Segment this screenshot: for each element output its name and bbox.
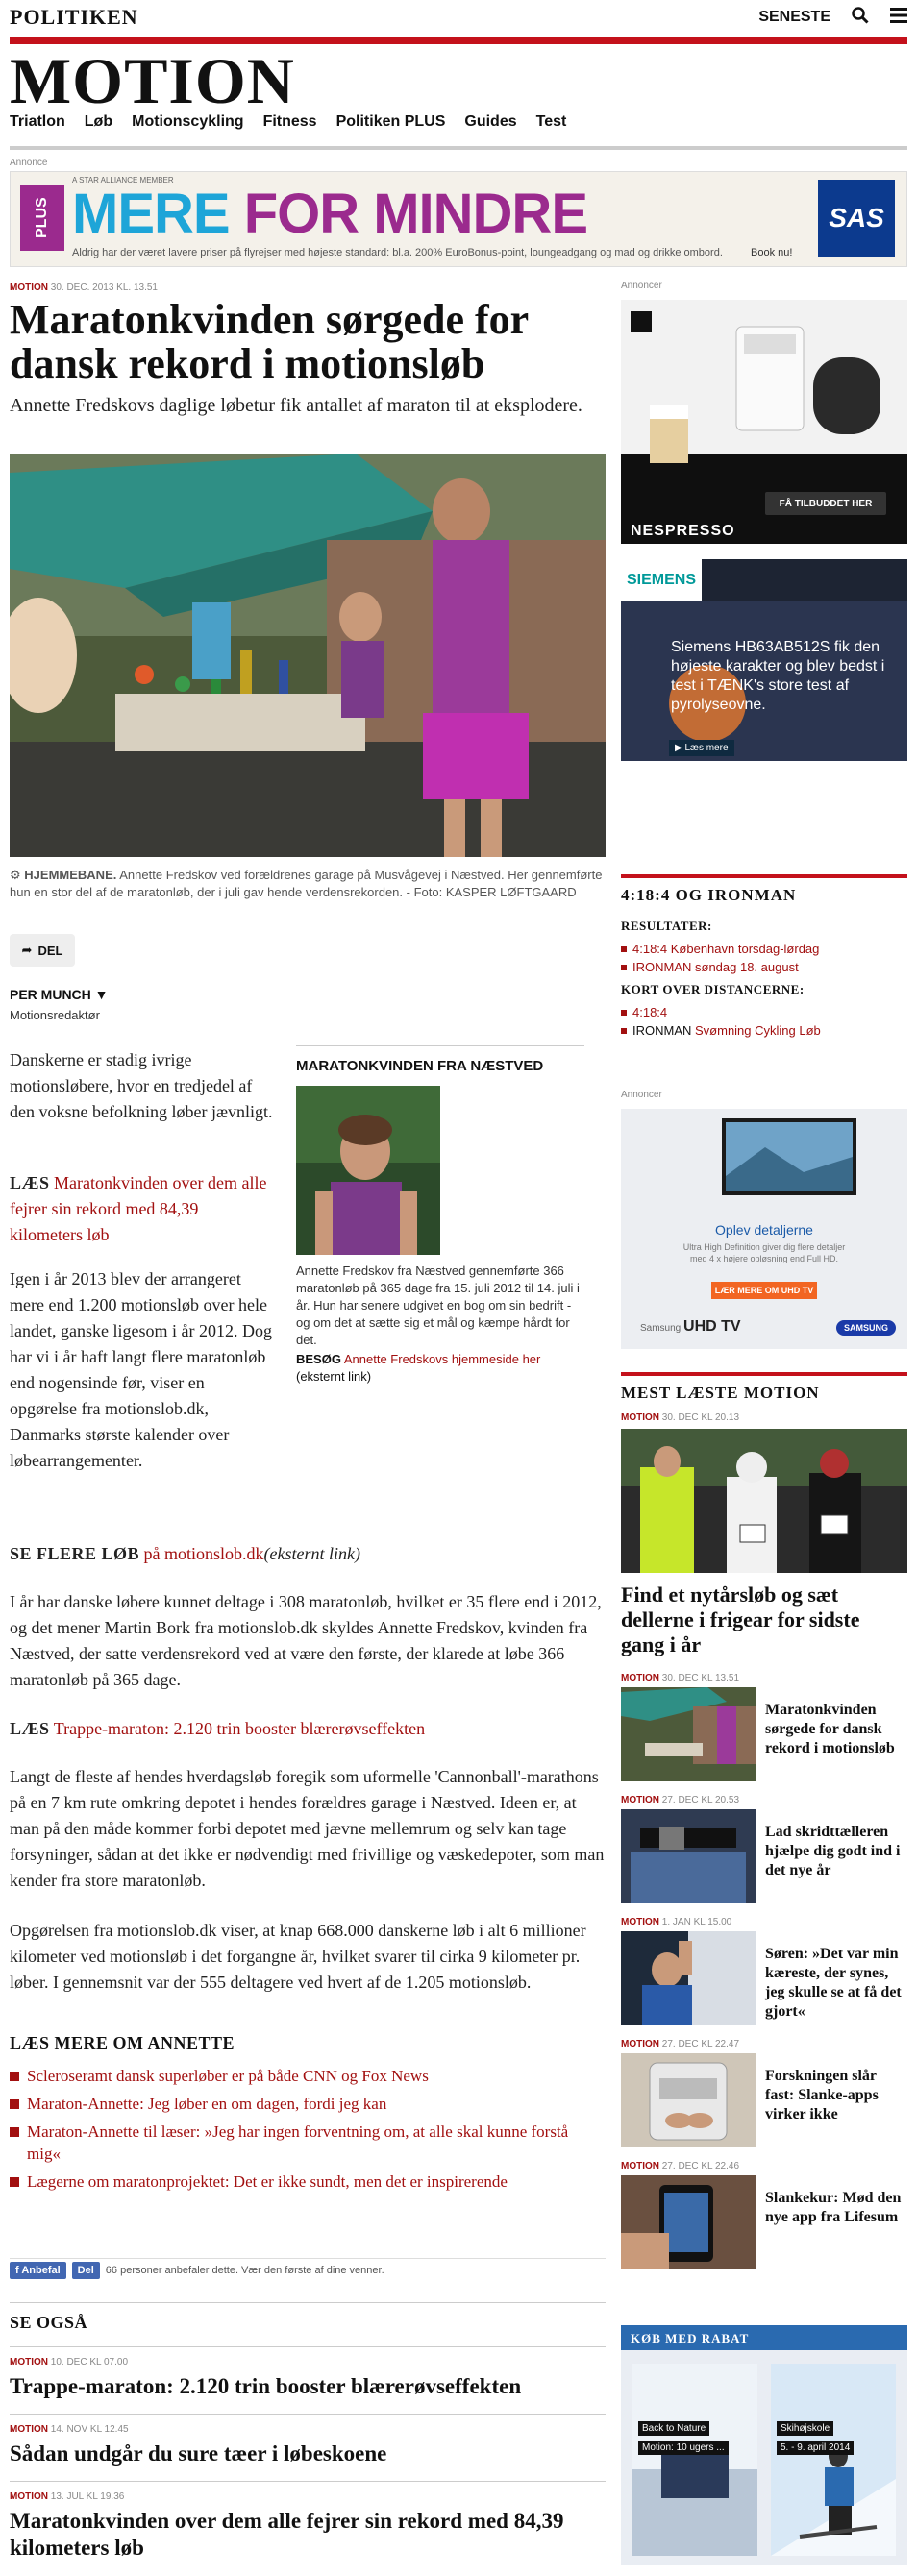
samsung-brand	[640, 1318, 741, 1336]
search-icon[interactable]	[852, 7, 869, 29]
results-label: RESULTATER:	[621, 919, 712, 933]
mr-date: 27. DEC KL 20.53	[661, 1795, 740, 1805]
social-count-text: 66 personer anbefaler dette. Vær den første af dine venner.	[105, 2264, 384, 2276]
nespresso-logo: NESPRESSO	[631, 523, 735, 539]
read-link[interactable]: Trappe-maraton: 2.120 trin booster blærerøvseffekten	[53, 1719, 426, 1738]
samsung-text: Ultra High Definition giver dig flere detaljer med 4 x højere opløsning end Full HD.	[682, 1242, 846, 1263]
top-bar	[10, 0, 907, 35]
read-label: LÆS	[10, 1719, 50, 1738]
sidebar-ad-label: Annoncer	[621, 281, 662, 291]
see-also-item[interactable]	[10, 2414, 606, 2467]
visit-link[interactable]: Annette Fredskovs hjemmeside her	[343, 1352, 541, 1366]
results-item[interactable]: IRONMAN søndag 18. august	[621, 958, 907, 976]
mr-title[interactable]: Forskningen slår fast: Slanke-apps virker ikke	[765, 2068, 879, 2122]
share-label: DEL	[37, 943, 63, 958]
shop-title: KØB MED RABAT	[621, 2325, 907, 2350]
map-item-links[interactable]: Svømning Cykling Løb	[695, 1023, 821, 1038]
map-label: KORT OVER DISTANCERNE:	[621, 982, 805, 996]
subnav-item[interactable]: Fitness	[262, 113, 317, 130]
article-lead: Annette Fredskovs daglige løbetur fik antallet af maraton til at eksplodere.	[10, 395, 582, 416]
shop-item[interactable]	[771, 2364, 896, 2556]
subnav-item[interactable]: Triatlon	[10, 113, 65, 130]
samsung-cta[interactable]: LÆR MERE OM UHD TV	[711, 1282, 817, 1299]
share-icon: ➦	[21, 943, 33, 957]
sidebar-ad-label-2: Annoncer	[621, 1090, 662, 1100]
banner-head-b: FOR MINDRE	[243, 183, 588, 245]
factbox-caption: Annette Fredskov fra Næstved gennemførte 366 maratonløb på 365 dage fra 15. juli 2012 til 14. juli i år. Hun har senere udgivet en bog om sin bedrift - og om det at sætte sig et mål og kæmpe hårdt for det.	[296, 1263, 580, 1347]
most-read-item[interactable]	[621, 1805, 907, 1903]
samsung-logo: SAMSUNG	[836, 1320, 896, 1336]
most-read	[621, 1372, 907, 2269]
menu-icon[interactable]	[890, 8, 907, 28]
mr-date: 1. JAN KL 15.00	[661, 1917, 732, 1927]
author-role: Motionsredaktør	[10, 1008, 100, 1022]
factbox-title: MARATONKVINDEN FRA NÆSTVED	[296, 1058, 544, 1074]
plus-badge: PLUS	[20, 185, 64, 251]
more-link[interactable]: på motionslob.dk	[143, 1544, 264, 1563]
facebook-icon: f	[15, 2264, 19, 2276]
subnav-item[interactable]: Motionscykling	[132, 113, 244, 130]
mr-thumb	[621, 2053, 756, 2147]
shop-text: 5. - 9. april 2014	[777, 2441, 854, 2455]
author-name[interactable]	[10, 987, 109, 1002]
samsung-brand-a: Samsung	[640, 1323, 682, 1334]
author-name-text: PER MUNCH	[10, 987, 91, 1002]
more-races-line	[10, 1541, 606, 1567]
siemens-cta-label: Læs mere	[684, 743, 729, 753]
shop-text: Motion: 10 ugers ...	[638, 2441, 729, 2455]
external-tag: (eksternt link)	[263, 1544, 361, 1563]
mr-title[interactable]: Lad skridttælleren hjælpe dig godt ind i det nye år	[765, 1824, 901, 1878]
brand-logo[interactable]: POLITIKEN	[10, 5, 138, 29]
read-label: LÆS	[10, 1173, 50, 1192]
share-button[interactable]	[10, 934, 75, 967]
mr-title[interactable]: Søren: »Det var min kæreste, der synes, jeg skulle se at få det gjort«	[765, 1946, 902, 2020]
shop-store: Skihøjskole	[777, 2421, 833, 2436]
shop-item[interactable]	[632, 2364, 757, 2556]
visit-external: (eksternt link)	[296, 1369, 372, 1384]
most-read-item[interactable]	[621, 2171, 907, 2269]
subnav-item[interactable]: Politiken PLUS	[335, 113, 446, 130]
shop-box	[621, 2325, 907, 2565]
ironman-title: 4:18:4 OG IRONMAN	[621, 874, 907, 905]
nespresso-ad[interactable]	[621, 300, 907, 544]
see-also-title: SE OGSÅ	[10, 2302, 606, 2333]
mr-thumb	[621, 1687, 756, 1781]
sa-date: 14. NOV KL 12.45	[50, 2424, 129, 2435]
mr-section: MOTION	[621, 1673, 659, 1683]
factbox-photo	[296, 1086, 440, 1255]
most-read-title: MEST LÆSTE MOTION	[621, 1372, 907, 1403]
sa-date: 13. JUL KL 19.36	[50, 2491, 125, 2502]
article-headline: Maratonkvinden sørgede for dansk rekord i motionsløb	[10, 296, 529, 387]
mr-section: MOTION	[621, 1412, 659, 1423]
sa-section: MOTION	[10, 2491, 48, 2502]
map-item	[621, 1021, 907, 1040]
banner-head-a: MERE	[72, 183, 244, 245]
facebook-recommend-button[interactable]	[10, 2262, 66, 2279]
sa-section: MOTION	[10, 2424, 48, 2435]
social-row	[10, 2258, 606, 2281]
readmore-list	[10, 2065, 606, 2193]
siemens-text: Siemens HB63AB512S fik den højeste karakter og blev bedst i test i TÆNK's store test af pyrolyseovne.	[671, 639, 885, 713]
samsung-title: Oplev detaljerne	[715, 1222, 813, 1238]
caption-label: HJEMMEBANE.	[24, 868, 117, 882]
shop-store: Back to Nature	[638, 2421, 709, 2436]
visit-label: BESØG	[296, 1352, 341, 1366]
body-paragraph: Igen i år 2013 blev der arrangeret mere end 1.200 motionsløb over hele landet, ganske ligesom i år 2012. Dog har vi i år haft langt flere maratonløb end nogensinde før, viser en opgørelse fra motionslob.dk, Danmarks største kalender over løbearrangementer.	[10, 1269, 272, 1470]
read-also-2	[10, 1716, 606, 1742]
mr-thumb	[621, 2175, 756, 2269]
sa-section: MOTION	[10, 2357, 48, 2367]
mr-top-photo[interactable]	[621, 1429, 907, 1573]
readmore-item[interactable]: Scleroseramt dansk superløber er på både CNN og Fox News	[10, 2065, 606, 2087]
see-also-item[interactable]	[10, 2346, 606, 2400]
readmore-title: LÆS MERE OM ANNETTE	[10, 2033, 235, 2052]
samsung-brand-b: UHD TV	[683, 1318, 741, 1335]
ironman-box	[621, 874, 907, 1040]
mr-top-title[interactable]: Find et nytårsløb og sæt dellerne i frigear for sidste gang i år	[621, 1582, 860, 1656]
sa-title[interactable]: Sådan undgår du sure tæer i løbeskoene	[10, 2441, 387, 2466]
mr-section: MOTION	[621, 2039, 659, 2049]
mr-title[interactable]: Slankekur: Mød den nye app fra Lifesum	[765, 2190, 902, 2225]
most-read-item[interactable]	[621, 1683, 907, 1781]
mr-section: MOTION	[621, 1917, 659, 1927]
article-date: 30. DEC. 2013 KL. 13.51	[50, 282, 158, 293]
nespresso-cta[interactable]: FÅ TILBUDDET HER	[765, 492, 886, 515]
sas-logo: SAS	[818, 180, 895, 257]
mr-date: 27. DEC KL 22.47	[661, 2039, 740, 2049]
article-hero-photo	[10, 454, 606, 857]
banner-small-text: Aldrig har der været lavere priser på flyrejser med højeste standard: bl.a. 200% EuroBonus-point, loungeadgang og mad og drikke ombord.	[72, 247, 723, 258]
mr-date: 30. DEC KL 13.51	[661, 1673, 740, 1683]
siemens-logo: SIEMENS	[621, 559, 702, 601]
camera-icon: ⚙	[10, 868, 21, 882]
caret-down-icon: ▼	[94, 987, 109, 1002]
samsung-ad[interactable]	[621, 1109, 907, 1349]
latest-link[interactable]: SENESTE	[758, 9, 830, 25]
readmore-box	[10, 2033, 606, 2198]
body-paragraph: Danskerne er stadig ivrige motionsløbere, hvor en tredjedel af den voksne befolkning løber jævnligt.	[10, 1050, 273, 1121]
subnav-item[interactable]: Guides	[464, 113, 517, 130]
subnav-item[interactable]: Løb	[84, 113, 113, 130]
more-label: SE FLERE LØB	[10, 1544, 140, 1563]
subnav-item[interactable]: Test	[535, 113, 567, 130]
body-paragraph: Opgørelsen fra motionslob.dk viser, at knap 668.000 danskerne løb i alt 6 millioner kilometer ved motionsløb i det forgangne år, hvilket svarer til cirka 9 kilometer pr. løber. I gennemsnit var der 555 deltagere ved hvert af de 1.205 motionsløb.	[10, 1921, 586, 1992]
body-paragraph: I år har danske løbere kunnet deltage i 308 maratonløb, hvilket er 35 flere end i 2012, og det mener Martin Bork fra motionslob.dk skyldes Annette Fredskov, kvinden fra Næstved, der satte verdensrekord ved at være den første, der klarede at løbe 366 maratonløb på 365 dage.	[10, 1592, 602, 1689]
mr-section: MOTION	[621, 2161, 659, 2171]
star-alliance-text: A STAR ALLIANCE MEMBER	[72, 176, 174, 184]
facebook-share-button[interactable]: Del	[72, 2262, 100, 2279]
body-paragraph: Langt de fleste af hendes hverdagsløb foregik som uformelle 'Cannonball'-marathons på en 7 km rute omkring depotet i hendes forældres garage i Næstved. Ideen er, at man på den måde kommer forbi depotet med jævne mellemrum og selv kan tage forsyninger, sådan at det ikke er nødvendigt med frivillige og væskedepoter, som man kender fra store maratonløb.	[10, 1767, 605, 1890]
read-also-1	[10, 1170, 274, 1248]
read-link[interactable]: Maratonkvinden over dem alle fejrer sin rekord med 84,39 kilometers løb	[10, 1173, 267, 1244]
readmore-item[interactable]: Maraton-Annette til læser: »Jeg har ingen forventning om, at alle skal kunne forstå mig«	[10, 2121, 606, 2165]
section-title[interactable]: MOTION	[10, 44, 295, 117]
ad-label: Annonce	[10, 158, 48, 168]
readmore-item[interactable]: Maraton-Annette: Jeg løber en om dagen, fordi jeg kan	[10, 2093, 606, 2115]
most-read-item[interactable]	[621, 2049, 907, 2147]
factbox	[296, 1045, 584, 1386]
article-section[interactable]: MOTION	[10, 282, 48, 293]
photo-caption	[10, 867, 606, 901]
factbox-visit	[296, 1351, 584, 1386]
mr-date: 27. DEC KL 22.46	[661, 2161, 740, 2171]
results-list	[621, 940, 907, 976]
top-nav	[758, 7, 907, 29]
sa-title[interactable]: Trappe-maraton: 2.120 trin booster blærerøvseffekten	[10, 2374, 522, 2398]
banner-headline	[72, 185, 587, 243]
map-list	[621, 1003, 907, 1040]
map-item-prefix: IRONMAN	[632, 1023, 695, 1038]
sa-date: 10. DEC KL 07.00	[50, 2357, 129, 2367]
most-read-item[interactable]	[621, 1927, 907, 2025]
sas-banner-ad[interactable]	[10, 171, 907, 267]
section-subnav	[10, 113, 566, 131]
caption-text: Annette Fredskov ved forældrenes garage på Musvågevej i Næstved. Her gennemførte hun en stor del af de maratonløb, der i juli gav hende verdensrekorden. - Foto: KASPER LØFTGAARD	[10, 868, 603, 899]
map-item[interactable]: 4:18:4	[621, 1003, 907, 1021]
mr-thumb	[621, 1809, 756, 1903]
banner-cta[interactable]: Book nu!	[751, 247, 793, 258]
mr-title[interactable]: Maratonkvinden sørgede for dansk rekord i motionsløb	[765, 1702, 895, 1756]
readmore-item[interactable]: Lægerne om maratonprojektet: Det er ikke sundt, men det er inspirerende	[10, 2171, 606, 2193]
mr-thumb	[621, 1931, 756, 2025]
mr-section: MOTION	[621, 1795, 659, 1805]
results-item[interactable]: 4:18:4 København torsdag-lørdag	[621, 940, 907, 958]
see-also	[10, 2302, 606, 2562]
see-also-item[interactable]	[10, 2481, 606, 2562]
recommend-label: Anbefal	[21, 2264, 61, 2276]
article-kicker	[10, 282, 158, 293]
siemens-cta[interactable]	[669, 740, 734, 756]
siemens-ad[interactable]	[621, 559, 907, 761]
nav-divider	[10, 146, 907, 150]
sa-title[interactable]: Maratonkvinden over dem alle fejrer sin rekord med 84,39 kilometers løb	[10, 2509, 564, 2560]
top-red-rule	[10, 37, 907, 44]
mr-date: 30. DEC KL 20.13	[661, 1412, 740, 1423]
play-icon: ▶	[675, 743, 682, 753]
